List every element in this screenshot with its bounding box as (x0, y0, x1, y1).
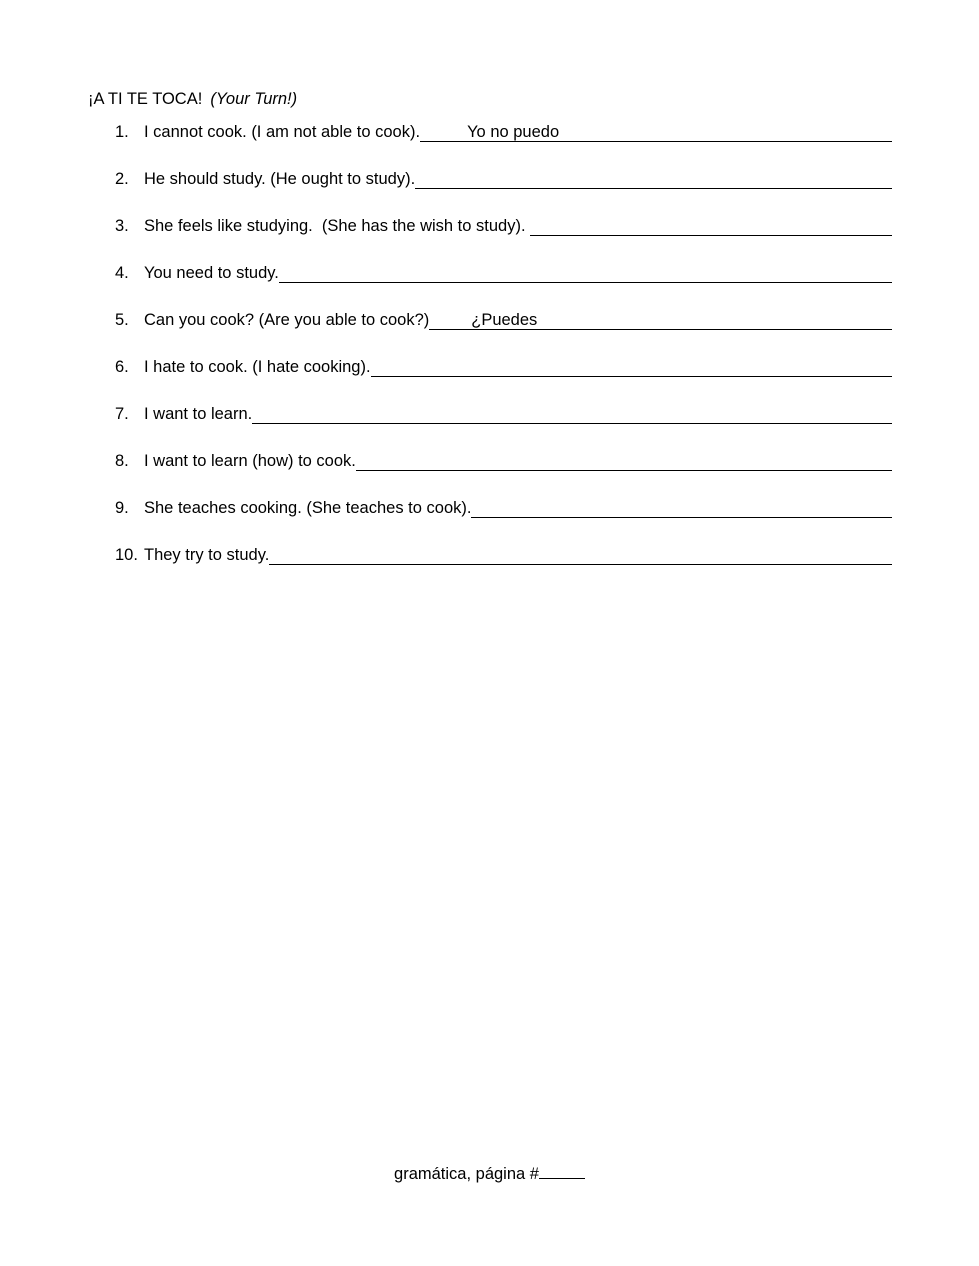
worksheet-heading (88, 88, 297, 110)
item-number: 6. (115, 358, 129, 376)
page-footer (0, 1162, 979, 1185)
page-number-blank[interactable] (539, 1162, 585, 1179)
answer-blank[interactable] (269, 544, 892, 565)
item-number: 4. (115, 264, 129, 282)
exercise-item-1 (115, 121, 892, 143)
answer-blank[interactable] (420, 121, 892, 142)
answer-blank[interactable] (415, 168, 892, 189)
item-number: 2. (115, 170, 129, 188)
item-prompt: I want to learn (how) to cook. (144, 452, 356, 470)
answer-blank[interactable] (471, 497, 892, 518)
answer-blank[interactable] (279, 262, 892, 283)
answer-blank[interactable] (356, 450, 892, 471)
item-number: 10. (115, 546, 138, 564)
exercise-item-3 (115, 215, 892, 237)
exercise-list (115, 121, 892, 591)
item-prompt: I want to learn. (144, 405, 253, 423)
item-number: 7. (115, 405, 129, 423)
item-number: 3. (115, 217, 129, 235)
exercise-item-2 (115, 168, 892, 190)
item-prompt: You need to study. (144, 264, 279, 282)
answer-blank[interactable] (429, 309, 892, 330)
answer-blank[interactable] (252, 403, 892, 424)
item-prompt: He should study. (He ought to study). (144, 170, 416, 188)
item-number: 9. (115, 499, 129, 517)
item-prompt: They try to study. (144, 546, 270, 564)
exercise-item-6 (115, 356, 892, 378)
item-number: 8. (115, 452, 129, 470)
item-number: 5. (115, 311, 129, 329)
answer-blank[interactable] (371, 356, 892, 377)
item-prompt: I hate to cook. (I hate cooking). (144, 358, 371, 376)
answer-text: Yo no puedo (467, 123, 560, 141)
item-prompt: She feels like studying. (She has the wish to study). (144, 217, 531, 235)
answer-text: ¿Puedes (471, 311, 538, 329)
exercise-item-4 (115, 262, 892, 284)
item-prompt: I cannot cook. (I am not able to cook). (144, 123, 421, 141)
item-prompt: Can you cook? (Are you able to cook?) (144, 311, 430, 329)
footer-label: gramática, página # (394, 1165, 539, 1183)
answer-blank[interactable] (530, 215, 892, 236)
exercise-item-8 (115, 450, 892, 472)
exercise-item-5 (115, 309, 892, 331)
heading-title: ¡A TI TE TOCA! (88, 90, 203, 108)
exercise-item-10 (115, 544, 892, 566)
exercise-item-7 (115, 403, 892, 425)
item-prompt: She teaches cooking. (She teaches to cook). (144, 499, 472, 517)
item-number: 1. (115, 123, 129, 141)
heading-subtitle: (Your Turn!) (210, 90, 298, 108)
exercise-item-9 (115, 497, 892, 519)
